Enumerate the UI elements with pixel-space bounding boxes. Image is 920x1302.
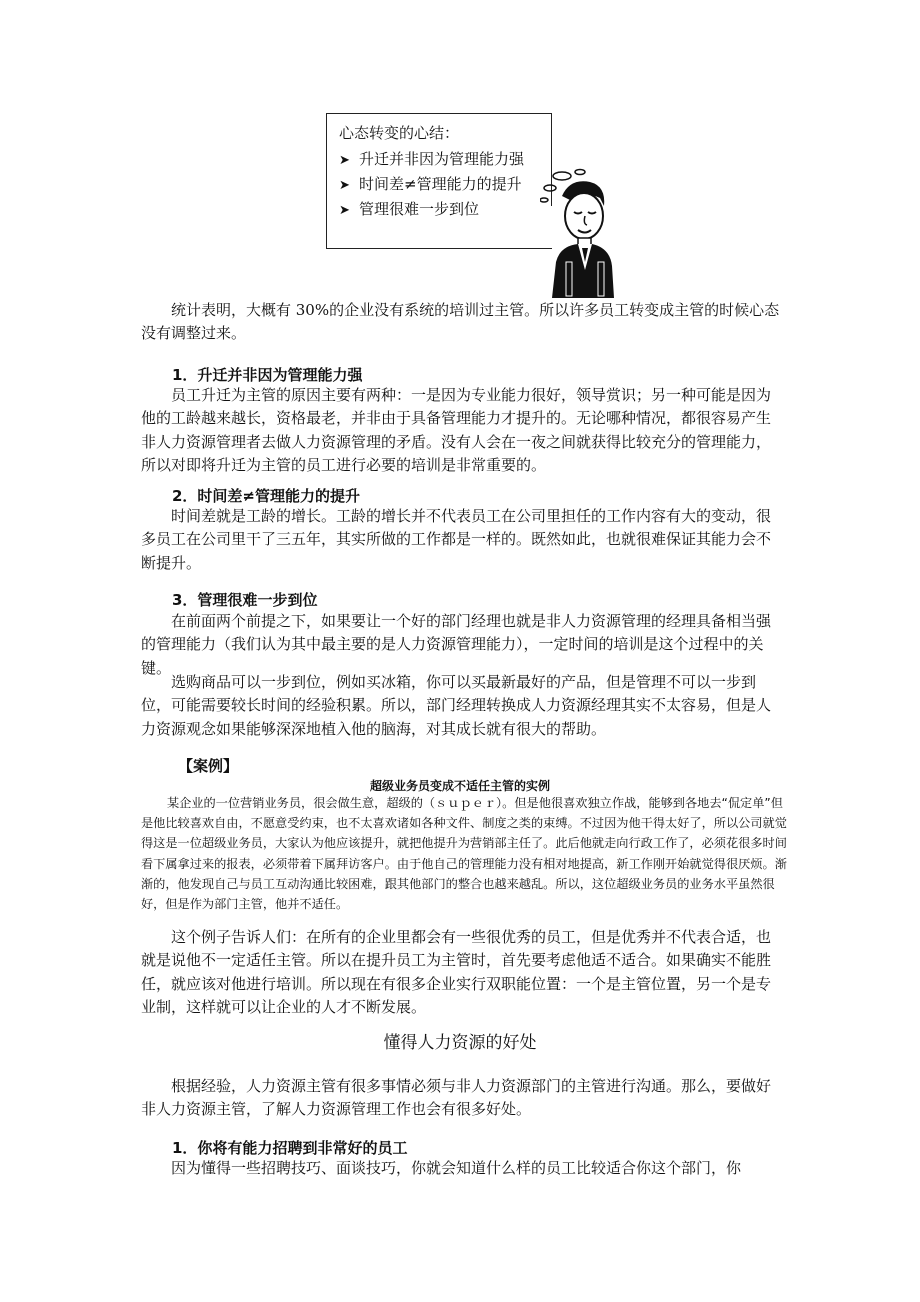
summary-item — [339, 197, 524, 222]
arrow-bullet-icon: ➤ — [339, 178, 350, 193]
summary-title: 心态转变的心结： — [339, 124, 460, 142]
case-paragraph — [141, 793, 791, 914]
section1-text: 员工升迁为主管的原因主要有两种：一是因为专业能力很好，领导赏识；另一种可能是因为他的工龄越来越长，资格最老，并非由于具备管理能力才提升的。无论哪种情况，都很容易产生非人力资源管理者去做人力资源管理的矛盾。没有人会在一夜之间就获得比较充分的管理能力，所以对即将升迁为主管的员工进行必要的培训是非常重要的。 — [141, 386, 772, 475]
arrow-bullet-icon: ➤ — [339, 203, 350, 218]
case-conclusion-paragraph — [141, 926, 783, 1020]
intro-paragraph — [141, 299, 783, 346]
thinking-man-illustration — [540, 166, 620, 298]
case-conclusion-text: 这个例子告诉人们：在所有的企业里都会有一些很优秀的员工，但是优秀并不代表合适，也就是说他不一定适任主管。所以在提升员工为主管时，首先要考虑他适不适合。如果确实不能胜任，就应该对他进行培训。所以现在有很多企业实行双职能位置：一个是主管位置，另一个是专业制，这样就可以让企业的人才不断发展。 — [141, 928, 772, 1017]
chapter-intro-text: 根据经验，人力资源主管有很多事情必须与非人力资源部门的主管进行沟通。那么，要做好非人力资源主管，了解人力资源管理工作也会有很多好处。 — [141, 1077, 772, 1119]
case-title: 超级业务员变成不适任主管的实例 — [369, 779, 550, 793]
summary-item-label: 管理很难一步到位 — [359, 200, 480, 218]
summary-item-label: 时间差≠管理能力的提升 — [359, 175, 522, 193]
case-text: 某企业的一位营销业务员，很会做生意，超级的（ｓｕｐｅｒ）。但是他很喜欢独立作战，能够到各地去“侃定单”但是他比较喜欢自由，不愿意受约束，也不太喜欢诸如各种文件、制度之类的束缚。不过因为他干得太好了，所以公司就觉得这是一位超级业务员，大家认为他应该提升，就把他提升为营销部主任了。此后他就走向行政工作了，必须花很多时间看下属拿过来的报表，必须带着下属拜访客户。由于他自己的管理能力没有相对地提高，新工作刚开始就觉得很厌烦。渐渐的，他发现自己与员工互动沟通比较困难，跟其他部门的整合也越来越乱。所以，这位超级业务员的业务水平虽然很好，但是作为部门主管，他并不适任。 — [141, 796, 787, 912]
section2-text: 时间差就是工龄的增长。工龄的增长并不代表员工在公司里担任的工作内容有大的变动，很多员工在公司里干了三五年，其实所做的工作都是一样的。既然如此，也就很难保证其能力会不断提升。 — [141, 507, 772, 572]
section3-heading: 3．管理很难一步到位 — [172, 591, 318, 609]
section1-paragraph — [141, 384, 783, 478]
box-border — [327, 248, 541, 249]
section3-text-1: 在前面两个前提之下，如果要让一个好的部门经理也就是非人力资源管理的经理具备相当强的管理能力（我们认为其中最主要的是人力资源管理能力），一定时间的培训是这个过程中的关键。 — [141, 612, 772, 677]
chapter-intro-paragraph — [141, 1075, 783, 1122]
summary-list — [339, 147, 524, 222]
section1-heading: 1．升迁并非因为管理能力强 — [172, 366, 363, 384]
chapter-item1-heading: 1．你将有能力招聘到非常好的员工 — [172, 1139, 408, 1157]
summary-box — [326, 113, 552, 249]
intro-text: 统计表明，大概有 30%的企业没有系统的培训过主管。所以许多员工转变成主管的时候心态没有调整过来。 — [141, 301, 780, 343]
section2-paragraph — [141, 505, 783, 575]
case-label: 【案例】 — [178, 757, 239, 775]
section3-text-2: 选购商品可以一步到位，例如买冰箱，你可以买最新最好的产品，但是管理不可以一步到位，可能需要较长时间的经验积累。所以，部门经理转换成人力资源经理其实不太容易，但是人力资源观念如果能够深深地植入他的脑海，对其成长就有很大的帮助。 — [141, 673, 772, 738]
arrow-bullet-icon: ➤ — [339, 153, 350, 168]
chapter-title: 懂得人力资源的好处 — [383, 1033, 537, 1053]
section3-paragraph-1 — [141, 610, 783, 680]
section2-heading: 2．时间差≠管理能力的提升 — [172, 487, 361, 505]
summary-item — [339, 147, 524, 172]
chapter-item1-text: 因为懂得一些招聘技巧、面谈技巧，你就会知道什么样的员工比较适合你这个部门，你 — [171, 1159, 742, 1177]
summary-item — [339, 172, 524, 197]
section3-paragraph-2 — [141, 671, 783, 741]
chapter-item1-paragraph — [141, 1157, 783, 1180]
summary-item-label: 升迁并非因为管理能力强 — [359, 150, 525, 168]
